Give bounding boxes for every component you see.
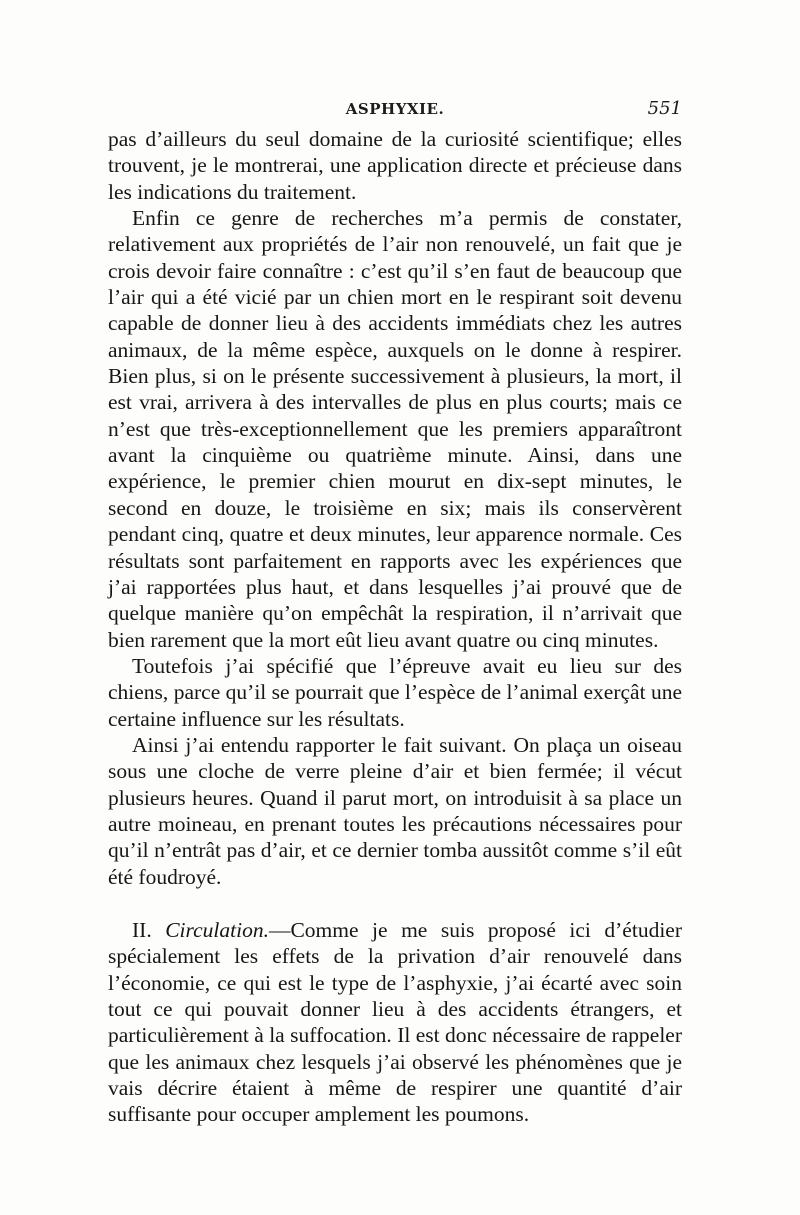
section-title: Circulation. — [165, 917, 269, 942]
section-text: Comme je me suis proposé ici d’étudier spécialement les effets de la privation d’air renouvelé dans l’économie, ce qui est le type de l’asphyxie, j’ai écarté avec soin tout ce qui pouvait donner lieu à des accidents étrangers, et particulièrement à la suffocation. Il est donc nécessaire de rappeler que les animaux chez lesquels j’ai observé les phénomènes que je vais décrire étaient à même de respirer une quantité d’air suffisante pour occuper amplement les poumons. — [108, 917, 682, 1127]
paragraph-circulation — [108, 917, 682, 1128]
paragraph-air-vicie: Enfin ce genre de recherches m’a permis de constater, relativement aux propriétés de l’air non renouvelé, un fait que je crois devoir faire connaître : c’est qu’il s’en faut de beaucoup que l’air qui a été vicié par un chien mort en le respirant soit devenu capable de donner lieu à des accidents immédiats chez les autres animaux, de la même espèce, auxquels on le donne à respirer. Bien plus, si on le présente successivement à plusieurs, la mort, il est vrai, arrivera à des intervalles de plus en plus courts; mais ce n’est que très-exceptionnellement que les premiers apparaîtront avant la cinquième ou quatrième minute. Ainsi, dans une expérience, le premier chien mourut en dix-sept minutes, le second en douze, le troisième en six; mais ils conservèrent pendant cinq, quatre et deux minutes, leur apparence normale. Ces résultats sont parfaitement en rapports avec les expériences que j’ai rapportées plus haut, et dans lesquelles j’ai prouvé que de quelque manière qu’on empêchât la respiration, il n’arrivait que bien rarement que la mort eût lieu avant quatre ou cinq minutes. — [108, 206, 682, 652]
paragraph-continuation: pas d’ailleurs du seul domaine de la curiosité scientifique; elles trouvent, je le montrerai, une application directe et précieuse dans les indications du traitement. — [108, 127, 682, 204]
running-title: ASPHYXIE. — [345, 100, 445, 118]
section-gap — [108, 890, 682, 917]
page-number: 551 — [647, 98, 682, 119]
paragraph-oiseau: Ainsi j’ai entendu rapporter le fait suivant. On plaça un oiseau sous une cloche de verre pleine d’air et bien fermée; il vécut plusieurs heures. Quand il parut mort, on introduisit à sa place un autre moineau, en prenant toutes les précautions nécessaires pour qu’il n’entrât pas d’air, et ce dernier tomba aussitôt comme s’il eût été foudroyé. — [108, 732, 682, 889]
section-dash: — — [268, 917, 291, 942]
body-text — [108, 126, 682, 1128]
paragraph-espece: Toutefois j’ai spécifié que l’épreuve avait eu lieu sur des chiens, parce qu’il se pourrait que l’espèce de l’animal exerçât une certaine influence sur les résultats. — [108, 653, 682, 731]
section-number: II. — [132, 917, 152, 942]
running-head — [108, 100, 682, 122]
